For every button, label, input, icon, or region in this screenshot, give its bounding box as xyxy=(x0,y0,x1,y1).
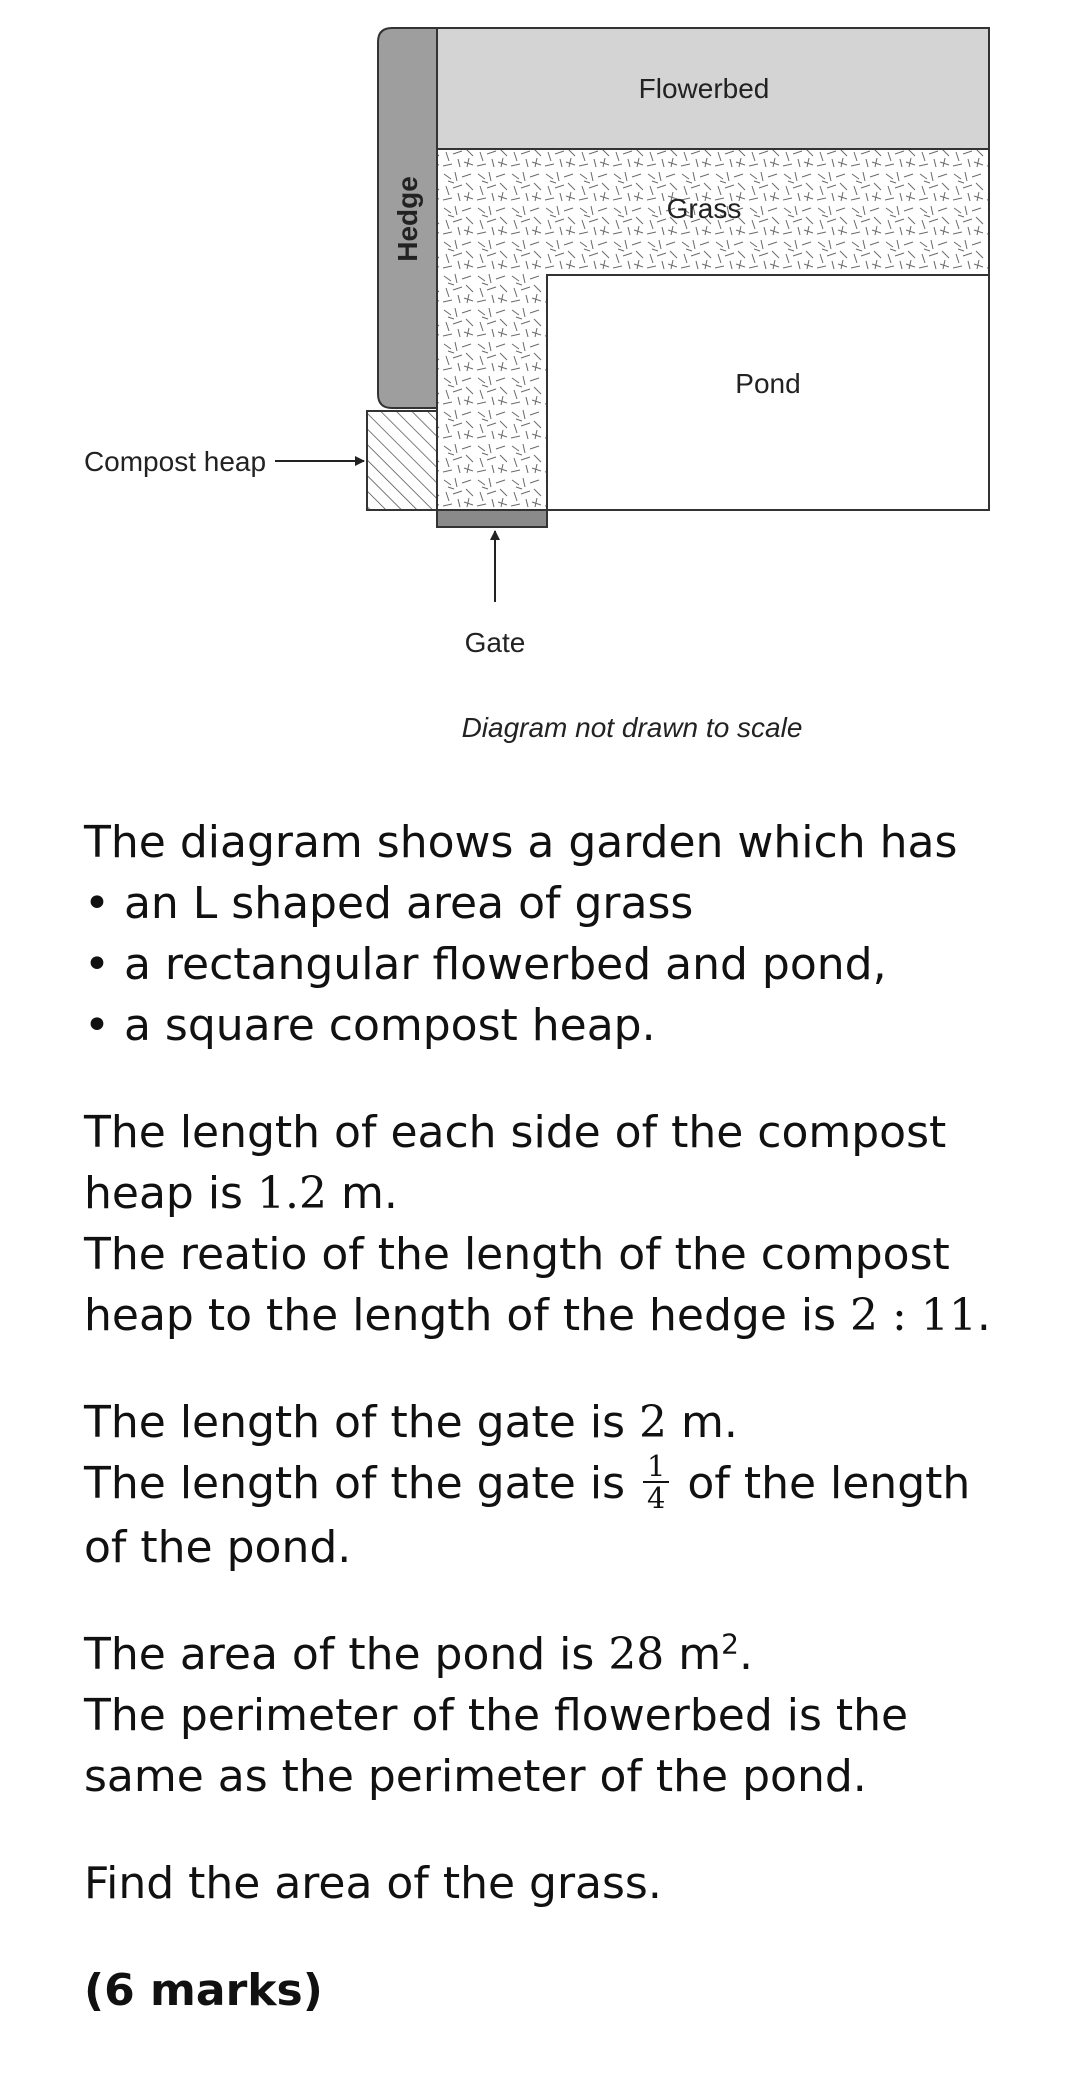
question-text xyxy=(84,812,1044,2067)
grass-label: Grass xyxy=(666,193,742,224)
gate-pond-paragraph xyxy=(84,1392,1044,1578)
compost-line-2: heap is 1.2 m. xyxy=(84,1168,398,1219)
scale-note: Diagram not drawn to scale xyxy=(461,712,803,743)
compost-line-1: The length of each side of the compost xyxy=(84,1107,947,1158)
compost-heap-shape xyxy=(367,411,437,510)
bullet-flowerbed-pond: • a rectangular flowerbed and pond, xyxy=(84,939,887,990)
gate-line-2: The length of the gate is $\frac{1}{4}$ of the length xyxy=(84,1449,971,1515)
compost-hedge-paragraph xyxy=(84,1102,1044,1346)
gate-shape xyxy=(437,510,547,527)
garden-diagram xyxy=(0,0,1080,760)
ratio-value: 2 : 11 xyxy=(850,1290,977,1341)
bullet-compost: • a square compost heap. xyxy=(84,1000,656,1051)
gate-line-3: of the pond. xyxy=(84,1522,352,1573)
flowerbed-label: Flowerbed xyxy=(638,73,770,104)
pond-label: Pond xyxy=(735,368,801,399)
ratio-line-2: heap to the length of the hedge is 2 : 11. xyxy=(84,1290,991,1341)
question-paragraph xyxy=(84,1853,1044,1914)
gate-length-value: 2 xyxy=(638,1397,667,1448)
perimeter-line-1: The perimeter of the flowerbed is the xyxy=(84,1690,909,1741)
area-perimeter-paragraph xyxy=(84,1624,1044,1807)
question-line: Find the area of the grass. xyxy=(84,1858,662,1909)
gate-line-1: The length of the gate is 2 m. xyxy=(84,1397,738,1448)
compost-heap-label: Compost heap xyxy=(83,446,267,477)
gate-label: Gate xyxy=(464,627,526,658)
perimeter-line-2: same as the perimeter of the pond. xyxy=(84,1751,867,1802)
intro-paragraph xyxy=(84,812,1044,1056)
compost-side-value: 1.2 xyxy=(256,1168,327,1219)
ratio-line-1: The reatio of the length of the compost xyxy=(84,1229,950,1280)
bullet-grass: • an L shaped area of grass xyxy=(84,878,694,929)
marks-label: (6 marks) xyxy=(84,1965,323,2016)
hedge-label: Hedge xyxy=(392,176,423,262)
one-quarter-fraction: $\frac{1}{4}$ xyxy=(643,1451,669,1513)
pond-area-value: 28 xyxy=(608,1629,665,1680)
pond-area-line: The area of the pond is 28 $m^2$. xyxy=(84,1627,753,1680)
intro-line: The diagram shows a garden which has xyxy=(84,817,958,868)
